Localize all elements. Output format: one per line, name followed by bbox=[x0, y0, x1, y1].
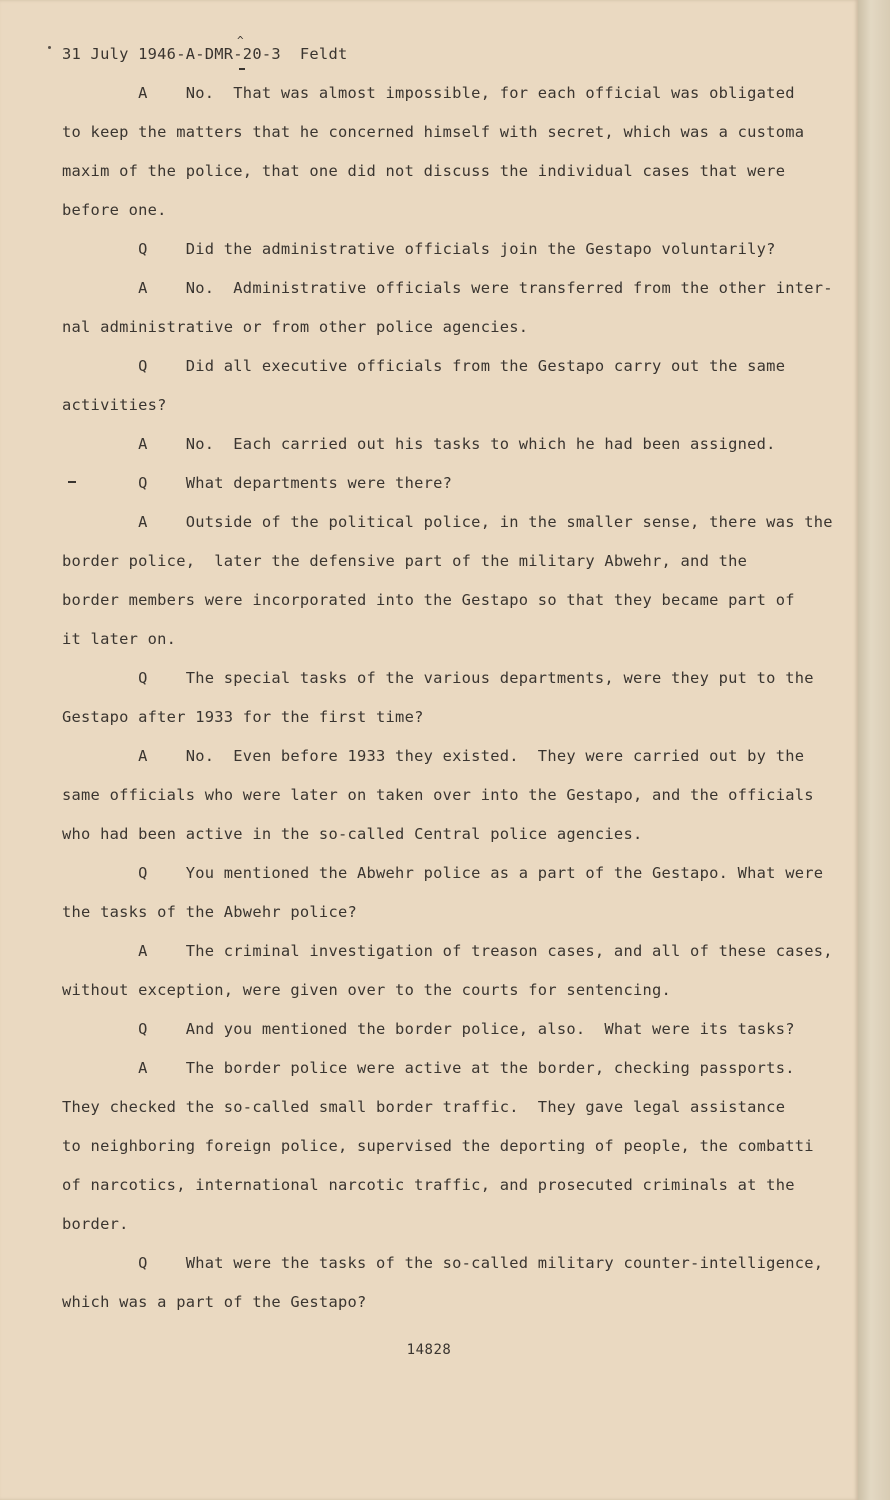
text-line: to neighboring foreign police, supervised the deporting of people, the combatti bbox=[62, 1137, 814, 1155]
page-edge bbox=[858, 0, 890, 1500]
text-line: maxim of the police, that one did not discuss the individual cases that were bbox=[62, 162, 786, 180]
text-line: border members were incorporated into the Gestapo so that they became part of bbox=[62, 591, 795, 609]
text-line: before one. bbox=[62, 201, 167, 219]
text-line: A The criminal investigation of treason cases, and all of these cases, bbox=[62, 942, 833, 960]
text-line: A The border police were active at the border, checking passports. bbox=[62, 1059, 795, 1077]
text-line: A No. Even before 1933 they existed. They were carried out by the bbox=[62, 747, 805, 765]
text-line: Q Did all executive officials from the Gestapo carry out the same bbox=[62, 357, 786, 375]
text-line: without exception, were given over to the courts for sentencing. bbox=[62, 981, 672, 999]
text-line: A No. Each carried out his tasks to which he had been assigned. bbox=[62, 435, 776, 453]
text-line: Q The special tasks of the various departments, were they put to the bbox=[62, 669, 814, 687]
text-line: Q What were the tasks of the so-called military counter-intelligence, bbox=[62, 1254, 824, 1272]
text-line: Q What departments were there? bbox=[62, 474, 453, 492]
text-line: border police, later the defensive part of the military Abwehr, and the bbox=[62, 552, 748, 570]
text-line: They checked the so-called small border traffic. They gave legal assistance bbox=[62, 1098, 786, 1116]
text-line: Q You mentioned the Abwehr police as a part of the Gestapo. What were bbox=[62, 864, 824, 882]
text-line: who had been active in the so-called Central police agencies. bbox=[62, 825, 643, 843]
text-line: Q Did the administrative officials join the Gestapo voluntarily? bbox=[62, 240, 776, 258]
text-line: A Outside of the political police, in the smaller sense, there was the bbox=[62, 513, 833, 531]
page-number: 14828 bbox=[406, 1342, 452, 1358]
margin-tick bbox=[48, 46, 51, 49]
text-line: to keep the matters that he concerned himself with secret, which was a customa bbox=[62, 123, 805, 141]
text-line: A No. Administrative officials were transferred from the other inter- bbox=[62, 279, 833, 297]
text-line: it later on. bbox=[62, 630, 177, 648]
text-line: which was a part of the Gestapo? bbox=[62, 1293, 367, 1311]
text-line: Q And you mentioned the border police, also. What were its tasks? bbox=[62, 1020, 795, 1038]
text-line: Gestapo after 1933 for the first time? bbox=[62, 708, 424, 726]
text-line: same officials who were later on taken over into the Gestapo, and the officials bbox=[62, 786, 814, 804]
text-line: nal administrative or from other police agencies. bbox=[62, 318, 529, 336]
text-line: of narcotics, international narcotic traffic, and prosecuted criminals at the bbox=[62, 1176, 795, 1194]
text-line: border. bbox=[62, 1215, 129, 1233]
text-line: activities? bbox=[62, 396, 167, 414]
underline-mark bbox=[239, 68, 245, 70]
caret-mark: ^ bbox=[237, 34, 244, 47]
text-line: A No. That was almost impossible, for each official was obligated bbox=[62, 84, 795, 102]
document-header: 31 July 1946-A-DMR-20-3 Feldt bbox=[62, 45, 348, 63]
text-line: the tasks of the Abwehr police? bbox=[62, 903, 357, 921]
